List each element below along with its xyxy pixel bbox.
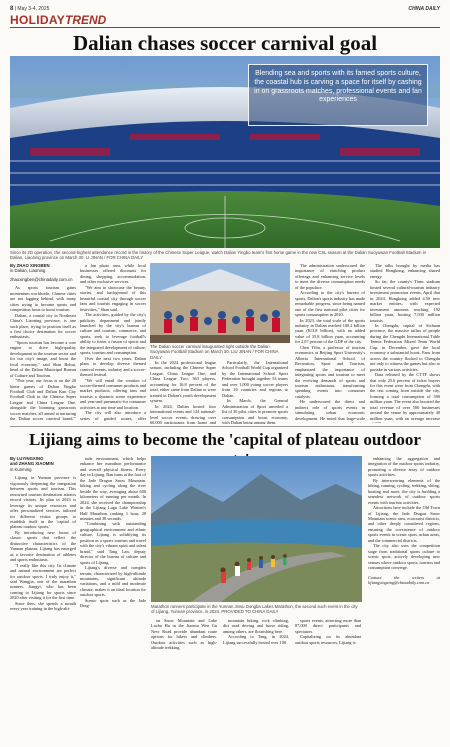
carnival-photo <box>150 263 290 343</box>
story1-column-5 <box>295 263 365 423</box>
story1-column-3 <box>150 360 216 424</box>
paragraph: "We will entail the creation of soccer-themed consumer products and market products, offering fans and tourists a dynamic scene experience and year-and pneumatic-for consumer activities at any time and location. <box>80 377 146 410</box>
paragraph: Particularly, the International School Football World Cup organized by the International School Sport Federation brought together 53 teams and over 1,000 young soccer players from 26 countries and regions to Dalian. <box>222 360 288 398</box>
story-divider <box>10 426 440 427</box>
story2-byline-2: and ZHANG XIAOMIN <box>10 461 54 467</box>
paragraph: Dalian, a coastal city in Northeast China's Liaoning province, is one such place, trying to position itself as a first choice destination for soccer enthusiasts. <box>10 312 76 340</box>
paragraph: tude environment, which helps enhance her marathon performance and overall physical fitness. Every day in Lijiang, Ran turns at the foot of the Jade Dragon Snow Mountain, hiking and cycling along the river beside the way, averaging about 600 kilometers of running per month. In 2024, she received the championship in the Lijiang Lugu Lake Women's Half Marathon, ranking 1 hour, 28 minutes and 38 seconds. <box>80 456 146 521</box>
paragraph: The administration underscored the importance of enriching product offerings and enhancing service levels to meet the diverse consumption needs of the populace. <box>295 263 365 290</box>
issue-date: | May 3-4, 2025 <box>14 6 50 12</box>
paragraph: By interweaving elements of the hiking, running, cycling, trekking, skiing, boating and more, the city is building a seamless network of outdoor sports events with tourism activities. <box>368 477 440 505</box>
paragraph: In Chengdu, capital of Sichuan province, the massive influx of people during the Chengdu International Table Tennis Federation Mixed Team World Cup, in December, gave the local economy a substantial boost. Fans from across the country flocked to Chengdu not only to witness the games but also to partake in various activities. <box>370 322 440 372</box>
story2-byline-place: in Kunming <box>10 466 32 472</box>
paragraph: mountain biking, rock climbing, dirt road driving and horse riding, among others, are flourishing here. <box>223 618 289 634</box>
section-title <box>10 14 440 28</box>
paragraph: Attractions here include the Old Town of Lijiang, the Jade Dragon Snow Mountain scenic area, ecotourist districts, and other deeply considered regions, ensuring the coexistence of outdoor sports events in scenic spots, urban areas, and the commercial districts. <box>368 505 440 543</box>
paragraph: So far, the county's Tianc stadium hosted several cultural-tourism industry investment promotion events, April that in 2024, Hongkong added 4.50 new market entities, with expected investment amounts reaching 192 billion yuan, hosting 7,030 million tourists. <box>370 279 440 323</box>
paragraph: "I really like this city. Its climate and natural environment are perfect for outdoor sports. I truly enjoy it," said Wangjia, one of the marathon runners. Jiangyi, who has been coming to Lijiang for sports since 2020 after visiting it for the first time. <box>10 562 76 601</box>
page-number: 8 <box>10 6 14 12</box>
paragraph: By introducing new forms of classic sports that reflect the distinctive characteristics of the Yunnan plateau, Lijiang has emerged as a favorite destination of athletes and sports enthusiasts. <box>10 529 76 563</box>
paragraph: In 2024, Dalian hosted four international events and 124 national-level soccer events, drawing over 60,000 participants from home and <box>150 403 216 424</box>
paragraph: on Snow Mountain and Lake Luchu Hu in the Jiaomu Wen Gu Nevr Road provide abundant route options for hikers and climbers. Outdoor activities such as high-altitude trekking, <box>151 618 217 651</box>
writer-contact: Contact the writers at lijiangyingxing@chinadaily.com.cn <box>368 574 440 585</box>
carnival-photo-caption: The Dalian soccer carnival inaugurated right outside the Dalian Suoyuwan Football Stadium on March 30. LIU JINAN / FOR CHINA DAILY <box>150 344 279 360</box>
story2-column-1 <box>10 456 76 741</box>
paragraph: The city also uses the competition stage from traditional sports culture to scenic spots, actively developing new venues where outdoor sports, tourism and consumption converge. <box>368 543 440 571</box>
story1-headline: Dalian chases soccer carnival goal <box>72 31 378 55</box>
story2-headline: Lijiang aims to become the 'capital of plateau outdoor <box>29 430 421 449</box>
page-number-and-date <box>10 6 49 12</box>
paragraph: Scenic spots such as the Jade Drag- <box>80 597 146 609</box>
paragraph: As sports tourism gains momentum worldwide, Chinese cities are not lagging behind, with many cities trying to become sports and competition hosts to boost tourism. <box>10 285 76 313</box>
section-word-holiday: HOLIDAY <box>10 13 65 27</box>
paragraph: The activities, guided by the city's publicity department and jointly launched by the city's bureau of culture and tourism, commerce, and sports, seek to leverage football's ability to foster a fusion of sports and the integrated development of culture, sports, tourism and consumption. <box>80 312 146 356</box>
paragraph: Capitalizing on its abundant outdoor sports resources, Lijiang is <box>295 634 361 645</box>
paragraph: In the 2024 professional league season, including the Chinese Super League, China League One, and China League Two, 363 players, accounting for 16.8 percent of the total, either came from Dalian or were trained in Dalian's youth development system. <box>150 360 216 404</box>
paragraph: He underscored the direct and indirect role of sports events in stimulating urban economic development. He noted that large-scale <box>295 399 365 421</box>
story1-column-6 <box>370 263 440 423</box>
marathon-photo <box>151 456 362 602</box>
section-word-trend: TREND <box>65 13 107 27</box>
story2-column-2 <box>80 456 146 741</box>
story2-column-4 <box>223 618 289 741</box>
paragraph: According to the city's bureau of sports, Dalian's sports industry has made remarkable progress, since being named one of the first national pilot cities for sports consumption in 2020. <box>295 290 365 318</box>
story2-column-5 <box>295 618 361 741</box>
story2-column-6 <box>368 456 440 741</box>
paragraph: sports events, attracting more than 87,000 direct participants and spectators. <box>295 618 361 634</box>
story2-column-3 <box>151 618 217 741</box>
story1-byline-email: zhaoxingben@chinadaily.com.cn <box>10 276 73 282</box>
paragraph: "This year, our focus is on the 20 home games of Dalian Yingbo Football Club and Dalian Kun City Football Club in the Chinese Super League and China League One, alongside the booming grassroots soccer matches, all aimed at nurturing the 'Dalian soccer carnival brand,'" <box>10 378 76 422</box>
paragraph: enhancing the aggregation and integration of the outdoor sports industry, promoting a diverse array of outdoor sports activities. <box>368 456 440 478</box>
paragraph: In 2023, the total scale of the sports industry in Dalian reached 100.2 billion yuan ($13.8 billion), with an added value of 35.8 billion yuan, accounting for 2.07 percent of the GDP of the city. <box>295 317 365 345</box>
paragraph: Data released by the CTTF shows that only 25.6 percent of ticket buyers for this event were from Chengdu, with the rest coming from outside the city, forming a total consumption of 390 million yuan. The event also boosted the total revenue of over 500 businesses around the venue by approximately 40 million yuan, with an average increase <box>370 372 440 421</box>
stadium-photo-caption: Since its 2D operation, the second-highest attendance record in the history of the Chinese Super League, watch Dalian Yingbo team's first home game in the new CSL season at the Dalian Suoyuwan Football Stadium in Dalian, Liaoning province on March 30. LI JINAN / FOR CHINA DAILY <box>10 250 427 261</box>
paragraph: "We aim to showcase the beauty, stories, and background of this beautiful coastal city through soccer fans and tourists engaging in soccer festivities," Shan said. <box>80 284 146 312</box>
story1-column-4 <box>222 360 288 424</box>
publication-name: CHINA DAILY <box>408 6 440 12</box>
paragraph: Since then, she spends a month every year training in the high-alti- <box>10 600 76 612</box>
marathon-photo-caption: Marathon runners participate in the Yunnan Jinsu Dongba Lakes Marathon, the second such event in the city of Lijiang, Yunnan province, in 2024. PROVIDED TO CHINA DAILY <box>151 604 358 615</box>
story1-column-1 <box>10 263 76 423</box>
paragraph: "Combining with outstanding geographical environment and ethnic culture, Lijiang is solidifying its position as a sports tourism and travel with the city's vibrant spirit and talent brand," said Tang Lan, deputy director of the bureau of culture and sports of Lijiang. <box>80 521 146 565</box>
paragraph: Lijiang's diverse and complex terrain, characterized by high-altitude mountains, significant altitude variations, and a mild and moderate climate, makes it an ideal location for outdoor sports. <box>80 565 146 598</box>
story1-byline-place: in Dalian, Liaoning <box>10 268 46 274</box>
paragraph: Lijiang in Yunnan province is vigorously deepening the integration between sports and tourism. This renowned tourism destination attracts record visitors. Its plan in 2023 is leverage its unique resources and offer personalized services tailored for different visitor groups to establish itself as the 'capital of plateau outdoor sports.' <box>10 475 76 530</box>
paragraph: Over the next two years, Dalian plans to develop diverse themed carnival events, industry and a soccer-themed festival. <box>80 355 146 378</box>
story1-column-2 <box>80 263 146 423</box>
paragraph: Chen Yilin, a professor of tourism economics at Beijing Sport University's Alberta International School of Recreation, Sport and Tourism, emphasized the importance of integrating sports and tourism to meet the evolving demands of sports and tourism enthusiasts, transforming spending events into consumer catalysts. <box>295 344 365 399</box>
story2-byline-1: By LUYINGXING <box>10 456 44 461</box>
paragraph: In March, the General Administration of Sport unveiled a list of 30 pilot cities to promote sports consumption and boost economy, with Dalian being among them. <box>222 398 288 424</box>
paragraph: According to Tang, in 2024, Lijiang successfully hosted over 100 <box>223 634 289 645</box>
paragraph: The talks brought by media has studied Hongkong, enhancing shared energy. <box>370 263 440 279</box>
paragraph: "Sports tourism has become a core engine to drive high-quality development in the tourism sector and for our city's image, and boost the local economy," said Shan Bohui, head of the Dalian Municipal Bureau of Culture and Tourism. <box>10 339 76 378</box>
story1-byline: By ZHAO XINGBEN <box>10 263 50 268</box>
paragraph: a fan photo area, while local businesses offered discounts for dining, shopping, accommodation, and other exclusive services. <box>80 263 146 285</box>
paragraph: The city will also introduce a series of guided routes, offer <box>80 410 146 421</box>
story1-deck: Blending sea and sports with its famed sports culture, the coastal hub is carving a space for itself by cashing in on grassroots matches, professional events and fan experiences <box>248 64 428 126</box>
